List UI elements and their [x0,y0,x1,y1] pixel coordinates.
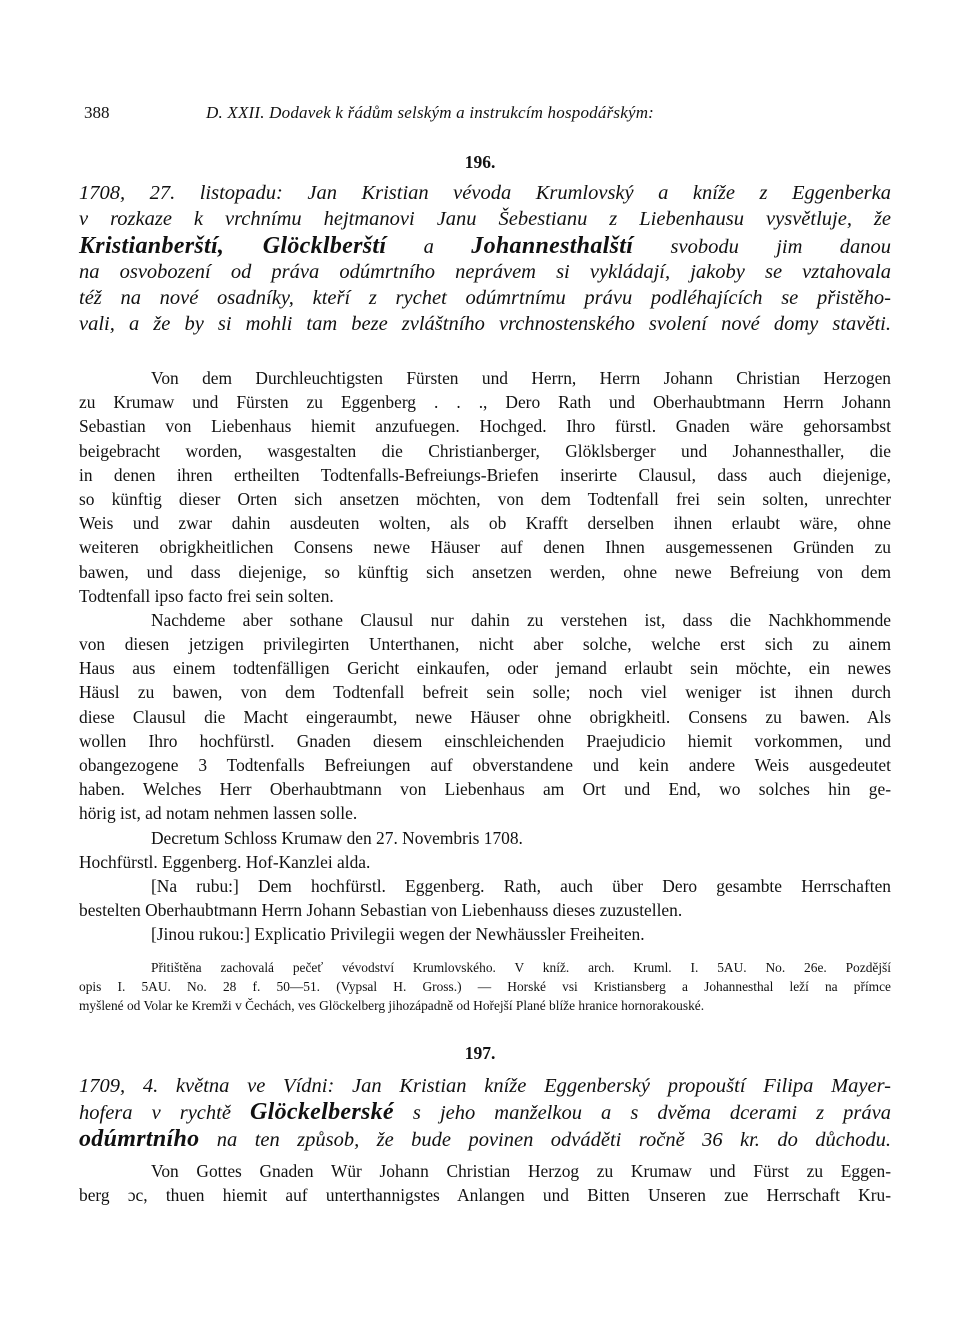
running-title: D. XXII. Dodavek k řádům selským a instrukcím hospodářským: [206,103,655,122]
footnote-196 [79,958,891,1016]
chancery-signature: Hochfürstl. Eggenberg. Hof-Kanzlei alda. [79,851,371,872]
text-line: bawen, und dass diejenige, so künftig sich ansetzen werden, ohne newe Befreiung von dem [79,561,891,582]
place-name-emphasis: Johannesthalští [471,232,634,259]
text-line: Nachdeme aber sothane Clausul nur dahin zu verstehen ist, dass die Nachkhommende [151,609,891,630]
text-line: [Na rubu:] Dem hochfürstl. Eggenberg. Rath, auch über Dero gesambte Herrschaften [151,875,891,896]
text-line: Haus aus einem todtenfälligen Gericht einkaufen, oder jemand erlaubt sein möchte, ein newes [79,658,891,679]
document-number-196: 196. [464,152,496,172]
page-header [84,103,884,127]
note-line: Přitištěna zachovalá pečeť vévodství Krumlovského. V kníž. arch. Kruml. I. 5AU. No. 26e. Pozdější [151,960,891,975]
text-197 [79,1159,891,1207]
text-line: Von Gottes Gnaden Wür Johann Christian Herzog zu Krumaw und Fürst zu Eggen- [151,1161,891,1181]
place-name-emphasis: Kristianberští, Glöcklberští [79,232,387,259]
text-line: diese Clausul die Macht eingeraumbt, newe Häuser ohne obrigkheitl. Consens zu bawen. Als [79,706,891,727]
decree-date: Decretum Schloss Krumaw den 27. Novembris 1708. [151,827,523,848]
regest-line: 1709, 4. května ve Vídni: Jan Kristian kníže Eggenberský propouští Filipa Mayer- [79,1075,891,1097]
page-number: 388 [84,103,110,122]
regest-line: vali, a že by si mohli tam beze zvláštního vrchnostenského svolení nové domy stavěti. [79,313,891,336]
regest-line: odúmrtního na ten způsob, že bude povinen odváděti ročně 36 kr. do důchodu. [79,1125,891,1152]
document-number-197: 197. [464,1043,496,1063]
text-line: obangezogene 3 Todtenfalls Befreiungen auf obverstandene und kein andere Weis ausgedeutet [79,755,891,775]
term-emphasis: odúmrtního [79,1125,200,1152]
text-line: von diesen jetzigen privilegirten Unterthanen, nicht aber solche, welche erst sich zu ainem [79,634,891,655]
regest-line: v rozkaze k vrchnímu hejtmanovi Janu Šebestianu z Liebenhausu vysvětluje, že [79,208,891,231]
text-line: so künftig dieser Orten sich ansetzen möchten, von dem Todtenfall frei sein solten, unrechter [79,488,891,509]
text-line: beigebracht worden, wasgestalten die Christianberger, Glöklsberger und Johannesthaller, die [79,440,891,461]
regest-197 [79,1073,891,1152]
text-line: in denen ihren ertheilten Todtenfalls-Befreiungs-Briefen inserirte Clausul, dass auch diejenige, [79,464,891,485]
text-line: Weis und zwar dahin ausdeuten wolten, als ob Krafft derselben ihnen erlaubt wäre, ohne [79,513,891,534]
regest-line: též na nové osadníky, kteří z rychet odúmrtnímu právu podléhajících se přistěho- [79,287,891,310]
text-line: Von dem Durchleuchtigsten Fürsten und Herrn, Herrn Johann Christian Herzogen [151,368,891,388]
place-name-emphasis: Glöckelberské [250,1099,394,1126]
text-line: Häusl zu bawen, von dem Todtenfall befreit sein solle; noch viel weniger ist ihnen durch [79,682,891,703]
text-line: zu Krumaw und Fürsten zu Eggenberg . . ., Dero Rath und Oberhaubtmann Herrn Johann [79,392,891,413]
text-line: Todtenfall ipso facto frei sein solten. [79,585,334,606]
regest-line: Kristianberští, Glöcklberští a Johannesthalští svobodu jim danou [79,232,891,259]
text-line: Sebastian von Liebenhaus hiemit anzufuegen. Hochged. Ihro fürstl. Gnaden wäre gehorsambst [79,416,891,437]
text-line: [Jinou rukou:] Explicatio Privilegii wegen der Newhäussler Freiheiten. [151,924,645,945]
note-line: myšlené od Volar ke Kremži v Čechách, ves Glöckelberg jihozápadně od Hořejší Plané blíže hranice hornorakouské. [79,998,705,1014]
text-line: berg ɔc, thuen hiemit auf unterthannigstes Anlangen und Bitten Unseren zue Herrschaft Kru- [79,1185,891,1206]
text-line: haben. Welches Herr Oberhaubtmann von Liebenhaus am Ort und End, wo solches hin ge- [79,779,891,800]
regest-line: 1708, 27. listopadu: Jan Kristian vévoda Krumlovský a kníže z Eggenberka [79,182,891,204]
regest-line: hofera v rychtě Glöckelberské s jeho manželkou a s dvěma dcerami z práva [79,1099,891,1126]
regest-196 [79,180,891,338]
text-line: wollen Ihro hochfürstl. Gnaden diesem einschleichenden Praejudicio hiemit vorkommen, und [79,730,891,751]
text-line: hörig ist, ad notam nehmen lassen solle. [79,803,358,824]
regest-line: na osvobození od práva odúmrtního neprávem si vykládají, jakoby se vztahovala [79,260,891,283]
text-196 [79,366,891,947]
note-line: opis I. 5AU. No. 28 f. 50—51. (Vypsal H. Gross.) — Horské vsi Kristiansberg a Johannesthal leží na přímce [79,979,891,995]
text-line: weiteren obrigkheitlichen Consens newe Häuser auf denen Ihnen ausgemessenen Gründen zu [79,537,891,558]
text-line: bestelten Oberhaubtmann Herrn Johann Sebastian von Liebenhauss dieses zuzustellen. [79,900,683,921]
